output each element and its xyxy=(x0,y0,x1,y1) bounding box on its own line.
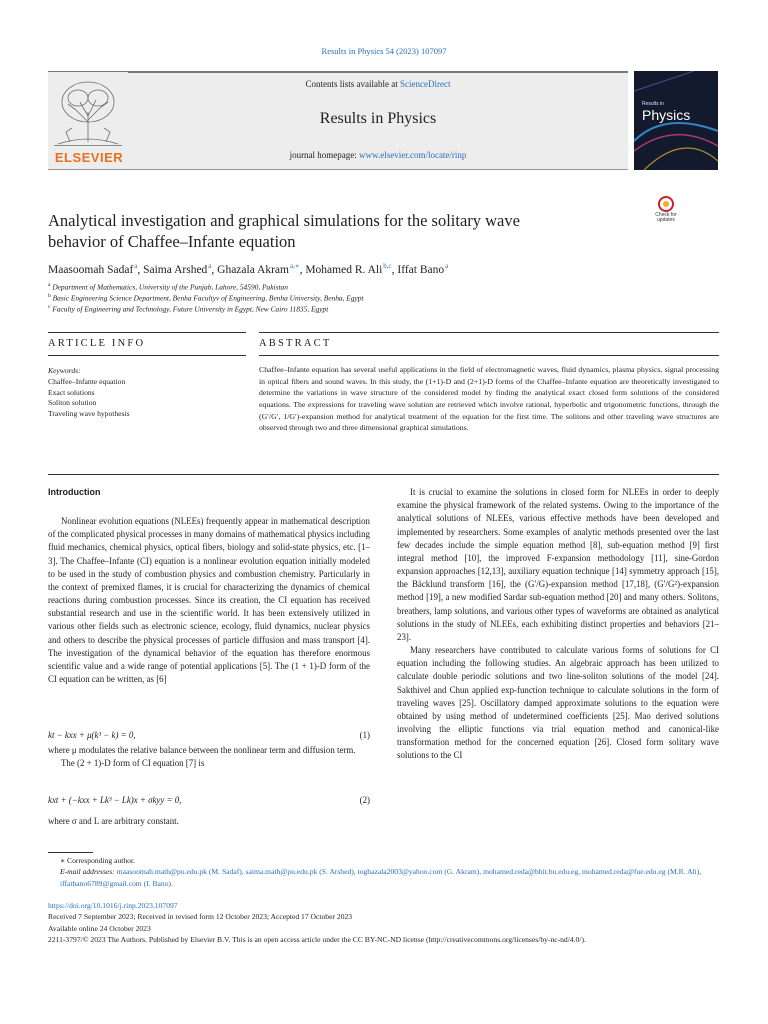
footnotes xyxy=(48,855,728,889)
equation-body: kt − kxx + μ(k³ − k) = 0, xyxy=(48,730,136,740)
article-title xyxy=(48,211,628,253)
intro-paragraph xyxy=(48,744,370,770)
cover-subtitle: Results in xyxy=(642,101,664,107)
divider xyxy=(259,355,719,356)
title-line-2: behavior of Chaffee–Infante equation xyxy=(48,231,296,251)
affiliation-item xyxy=(48,304,728,315)
email-label: E-mail addresses: xyxy=(60,867,115,877)
homepage-link[interactable]: www.elsevier.com/locate/rinp xyxy=(359,150,467,160)
author-affiliation-marker[interactable]: a xyxy=(445,262,449,270)
affiliation-item xyxy=(48,282,728,293)
email-links[interactable]: maasoomah.math@pu.edu.pk (M. Sadaf), saima.math@pu.edu.pk (S. Arshed), toghazala2003@yahoo.com (G. Akram), mohamed.reda@bhit.bu.edu.eg, mohamed.reda@fue.edu.eg (M.R. Ali), iffatbano6789@gmail.com (I. Bano). xyxy=(60,867,702,888)
paragraph: where μ modulates the relative balance between the nonlinear term and diffusion term. xyxy=(48,745,356,755)
affiliation-marker: c xyxy=(48,304,51,311)
publisher-logo-text: ELSEVIER xyxy=(54,150,124,165)
check-updates-label: Check for updates xyxy=(655,212,677,224)
affiliation-marker: a xyxy=(48,282,51,288)
publication-info xyxy=(48,900,728,946)
homepage-prefix: journal homepage: xyxy=(289,150,360,160)
author-name[interactable]: Saima Arshed xyxy=(143,263,208,276)
author-name[interactable]: Mohamed R. Ali xyxy=(305,263,383,276)
equation-1 xyxy=(48,730,370,740)
divider xyxy=(48,474,719,475)
author-name[interactable]: Iffat Bano xyxy=(397,263,445,276)
paragraph: It is crucial to examine the solutions in closed form for NLEEs in order to deeply examine the physical framework of the related systems. Owing to the importance of the analytical solutions of NLEEs, various effective methods have been developed and implemented by researchers. Some examples of analytic methods presented over the last few decades include the simple equation method [8], sub-equation method [9] first integral method [10], the improved F-expansion methodology [11], sine-Gordon expansion approaches [12,13], auxiliary equation technique [14] symmetry approach [15], the Bäcklund transform [16], the (G′/G)-expansion method [17,18], (G′/G²)-expansion method [19], a new modified Sardar sub-equation method [20] and many others. Solitons, breathers, lamp solutions, and various other types of waveforms are obtained as analytical solutions in the study of NLEEs, each exhibiting distinct properties and behaviors [21–23]. xyxy=(397,487,719,642)
keyword-item: Exact solutions xyxy=(48,387,95,397)
keyword-item: Traveling wave hypothesis xyxy=(48,409,130,419)
sciencedirect-link[interactable]: ScienceDirect xyxy=(400,79,451,89)
homepage-line xyxy=(128,150,628,160)
abstract-heading: ABSTRACT xyxy=(259,338,332,349)
divider xyxy=(48,332,246,333)
divider xyxy=(48,355,246,356)
abstract-text: Chaffee–Infante equation has several useful applications in the field of electromagnetic waves, fluid dynamics, plasma physics, signal processing in optical fibers and sound waves. In this study, the (1+1)-D and (2+1)-D forms of the Chaffee–Infante equation are theoretically investigated to determine the variations in wave structure of the considered model by finding the analytical exact closed form solutions of the considered equations. The expressions for traveling wave solution are retrieved which involve rational, hyperbolic and trigonometric functions, through the (G′/G′, 1/G′)-expansion method for analytical treatment of the equation for the first time. The solitons and other traveling wave structures are observed through two and three dimensional graphical simulations. xyxy=(259,365,719,433)
contents-line xyxy=(128,79,628,89)
author-affiliation-marker[interactable]: a xyxy=(134,262,138,270)
article-info-heading: ARTICLE INFO xyxy=(48,338,146,349)
doi-link[interactable]: https://doi.org/10.1016/j.rinp.2023.107097 xyxy=(48,901,178,910)
contents-prefix: Contents lists available at xyxy=(305,79,400,89)
author-affiliation-marker[interactable]: b,c xyxy=(383,262,392,270)
affiliations xyxy=(48,282,728,316)
email-addresses xyxy=(48,866,728,889)
author-affiliation-marker[interactable]: a xyxy=(208,262,212,270)
equation-number: (1) xyxy=(359,730,370,740)
affiliation-text: Basic Engineering Science Department, Benha Facultyv of Engineering, Benha University, Benha, Egypt xyxy=(52,293,364,303)
author-affiliation-marker[interactable]: a,∗ xyxy=(289,262,300,270)
intro-paragraph xyxy=(48,515,370,686)
paragraph: where σ and L are arbitrary constant. xyxy=(48,816,179,826)
received-dates: Received 7 September 2023; Received in revised form 12 October 2023; Accepted 17 October 2023 xyxy=(48,912,353,922)
affiliation-text: Faculty of Engineering and Technology, Future University in Egypt, New Cairo 11835, Egypt xyxy=(52,304,329,314)
author-name[interactable]: Maasoomah Sadaf xyxy=(48,263,134,276)
paragraph: Many researchers have contributed to calculate various forms of solutions for CI equation including the following studies. An algebraic approach has been utilized to calculate double periodic solutions and two line-soliton solutions of the model [24]. Sakthivel and Chun applied exp-function technique to calculate solutions in the form of traveling waves [25]. Oscillatory damped approximate solutions to the equation were obtained by using method of undetermined coefficients [25]. Mao derived solutions involving the elliptic functions via trial equation method and canonical-like transformation method for the concerned equation [26]. Closed form solitary wave solutions to the CI xyxy=(397,645,719,761)
affiliation-text: Department of Mathematics, University of the Punjab, Lahore, 54590, Pakistan xyxy=(52,282,288,292)
equation-2 xyxy=(48,795,370,805)
corresponding-author-note: ∗ Corresponding author. xyxy=(60,856,135,865)
introduction-heading: Introduction xyxy=(48,487,101,497)
paragraph: Nonlinear evolution equations (NLEEs) frequently appear in mathematical description of the complicated physical processes in many domains of mathematical physics including fluid mechanics, chemical physics, optical fibers, biology and solid-state physics, etc. [1–3]. The Chaffee–Infante (CI) equation is a nonlinear evolution equation initially modeled to be used in the study of combustion physics and combustion chemistry. Particularly in the context of premixed flames, it is crucial for characterizing the dynamics of chemical reactions during combustion processes. Since its creation, the CI equation has received substantial research and use in the scientific world. It has been extensively utilized in various other fields such as electronic science, ecology, fluid dynamics, nuclear physics and others to describe the physical processes of particle diffusion and mass transport [4]. The investigation of the dynamical behavior of the equation has therefore enormous scientific value and a wide range of potential applications [5]. The (1 + 1)-D form of the CI equation can be written, as [6] xyxy=(48,516,370,685)
intro-paragraph xyxy=(48,815,370,828)
footnote-divider xyxy=(48,852,93,853)
affiliation-item xyxy=(48,293,728,304)
keyword-item: Chaffee–Infante equation xyxy=(48,376,126,386)
affiliation-marker: b xyxy=(48,293,51,300)
paragraph: The (2 + 1)-D form of CI equation [7] is xyxy=(61,758,205,769)
journal-citation[interactable]: Results in Physics 54 (2023) 107097 xyxy=(321,46,447,56)
license-text[interactable]: 2211-3797/© 2023 The Authors. Published by Elsevier B.V. This is an open access article under the CC BY-NC-ND license (http://creativecommons.org/licenses/by-nc-nd/4.0/). xyxy=(48,935,586,945)
journal-cover-image[interactable] xyxy=(634,71,718,170)
equation-body: kxt + (−kxx + Lk³ − Lk)x + σkyy = 0, xyxy=(48,795,182,805)
keyword-item: Soliton solution xyxy=(48,398,97,408)
keywords-block xyxy=(48,366,248,420)
cover-title: Physics xyxy=(642,107,691,123)
journal-title: Results in Physics xyxy=(319,110,437,127)
check-for-updates-button[interactable] xyxy=(646,196,686,230)
right-column xyxy=(397,486,719,763)
title-line-1: Analytical investigation and graphical simulations for the solitary wave xyxy=(48,211,520,230)
keywords-label: Keywords: xyxy=(48,366,81,375)
author-name[interactable]: Ghazala Akram xyxy=(217,263,289,276)
available-online: Available online 24 October 2023 xyxy=(48,923,151,933)
author-list: Maasoomah Sadaf $^a$, Saima Arshed $^a$, Ghazala Akram $^{a,∗}$, Mohamed R. Ali $^{b,c}$, Iffat Bano $^a$ xyxy=(48,262,449,276)
divider xyxy=(259,332,719,333)
equation-number: (2) xyxy=(359,795,370,805)
check-updates-icon xyxy=(658,196,674,212)
